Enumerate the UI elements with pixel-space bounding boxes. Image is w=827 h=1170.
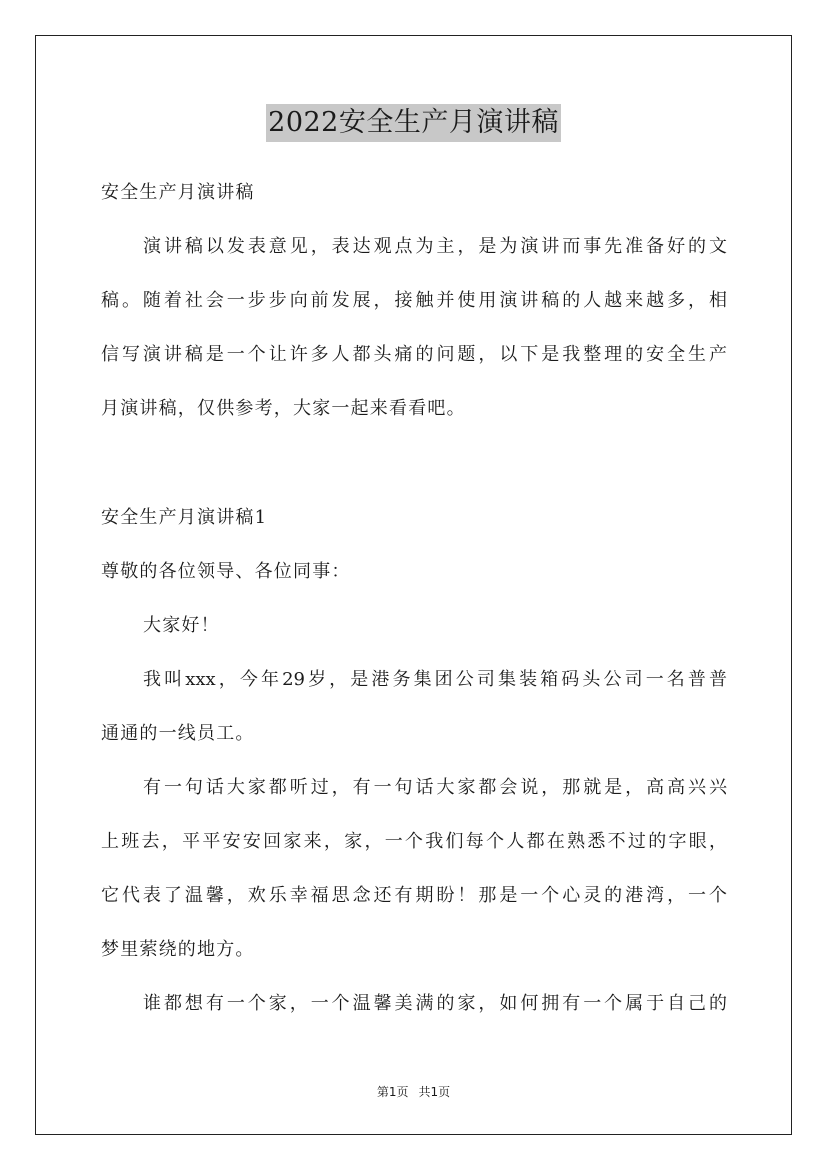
greeting: 大家好！ xyxy=(143,615,220,636)
salutation: 尊敬的各位领导、各位同事： xyxy=(101,561,351,582)
subtitle: 安全生产月演讲稿 xyxy=(101,182,255,203)
intro-line: 月演讲稿，仅供参考，大家一起来看看吧。 xyxy=(101,398,466,419)
paragraph-line: 梦里萦绕的地方。 xyxy=(101,939,255,960)
paragraph-line: 我叫xxx，今年29岁，是港务集团公司集装箱码头公司一名普普 xyxy=(143,669,727,690)
section-heading: 安全生产月演讲稿1 xyxy=(101,507,268,528)
paragraph-line: 上班去，平平安安回家来，家，一个我们每个人都在熟悉不过的字眼， xyxy=(101,831,727,852)
paragraph-line: 它代表了温馨，欢乐幸福思念还有期盼！那是一个心灵的港湾，一个 xyxy=(101,885,727,906)
page-total: 共1页 xyxy=(418,1085,451,1099)
document-title: 2022安全生产月演讲稿 xyxy=(266,104,561,142)
paragraph-line: 有一句话大家都听过，有一句话大家都会说，那就是，高高兴兴 xyxy=(143,777,727,798)
title-container xyxy=(0,104,827,142)
page-number: 第1页 xyxy=(376,1085,409,1099)
intro-line: 稿。随着社会一步步向前发展，接触并使用演讲稿的人越来越多，相 xyxy=(101,290,727,311)
intro-line: 演讲稿以发表意见，表达观点为主，是为演讲而事先准备好的文 xyxy=(143,236,727,257)
intro-line: 信写演讲稿是一个让许多人都头痛的问题，以下是我整理的安全生产 xyxy=(101,344,727,365)
page-footer xyxy=(0,1084,827,1100)
paragraph-line: 谁都想有一个家，一个温馨美满的家，如何拥有一个属于自己的 xyxy=(143,993,727,1014)
paragraph-line: 通通的一线员工。 xyxy=(101,723,255,744)
